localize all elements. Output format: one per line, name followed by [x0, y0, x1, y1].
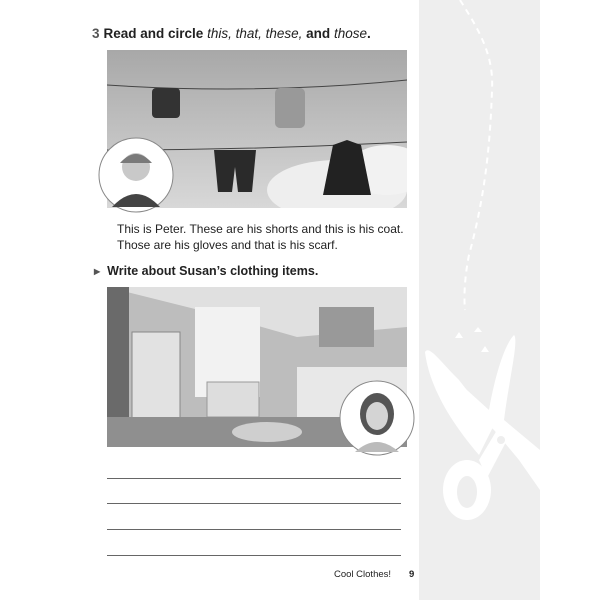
- page-number: 9: [409, 569, 415, 580]
- word-and: and: [302, 26, 334, 41]
- period: .: [366, 26, 371, 41]
- unit-title: Cool Clothes!: [334, 569, 392, 580]
- decorative-side-strip: [419, 0, 540, 600]
- word-this: this,: [207, 26, 232, 41]
- gloves: [152, 88, 180, 118]
- exercise-heading: [92, 26, 371, 41]
- scarf: [275, 88, 305, 128]
- word-that: that,: [235, 26, 262, 41]
- paragraph-line: This is Peter. These are his shorts and this is his coat.: [117, 222, 404, 236]
- paragraph-line: Those are his gloves and that is his scarf.: [117, 238, 338, 252]
- scissors-cut-line-icon: [419, 0, 540, 600]
- page-footer: [334, 569, 414, 580]
- writing-line[interactable]: [107, 478, 401, 479]
- writing-line[interactable]: [107, 555, 401, 556]
- peter-avatar: [98, 137, 174, 213]
- word-those: those: [333, 26, 367, 41]
- subtask-heading: [94, 264, 318, 278]
- subtask-label: Write about Susan’s clothing items.: [107, 264, 319, 278]
- writing-line[interactable]: [107, 529, 401, 530]
- instruction-text: Read and circle: [103, 26, 208, 41]
- triangle-bullet-icon: ▶: [94, 267, 101, 276]
- exercise-number: 3: [92, 26, 100, 41]
- susan-avatar: [339, 380, 415, 456]
- word-these: these,: [265, 26, 303, 41]
- example-paragraph: [117, 221, 407, 253]
- writing-line[interactable]: [107, 503, 401, 504]
